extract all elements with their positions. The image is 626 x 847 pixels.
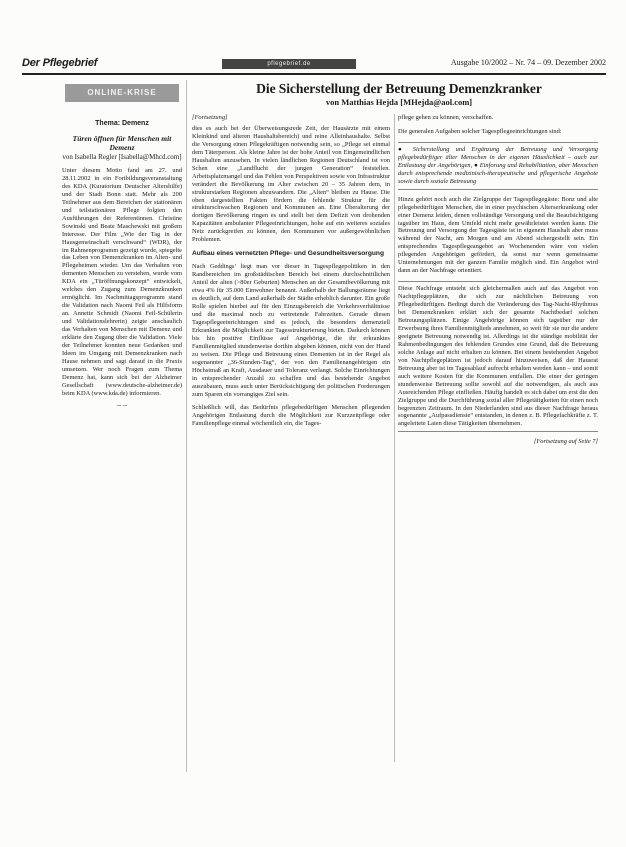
paragraph: pflege gehen zu können, verschaffen. — [398, 114, 494, 121]
column-divider — [186, 80, 187, 772]
article-column-2 — [398, 114, 598, 452]
theme-label: Thema: Demenz — [95, 120, 149, 127]
sidebar-article-title: Türen öffnen für Menschen mit Demenz — [72, 134, 172, 152]
section-tag: ONLINE-KRISE — [65, 84, 179, 102]
article-subheading: Aufbau eines vernetzten Pflege- und Gesundheitsversorgung — [192, 250, 384, 258]
paragraph: Diese Nachfrage entsteht sich gleichermaßen auch auf das Angebot von Nachtpflegeplätzen, die sich zur nächtlichen Betreuung von Pflegebedürftigen. Bedingt durch die Veränderung des Tag-Nacht-Rhythmus bei Demenzkranken erklärt sich der gesamte Nachtbedarf solchen Betreuungsplätzen. Einige Angehörige können sich tagsüber nur der Erwerbsung ihres Familienmitglieds annehmen, so weit für sie nur die andere geeignete Betreuung notwendig ist. Allerdings ist die ständige mobilität der Rahmenbedingungen des fehlenden Grundes eine Grund, daß die Betreuung solche Anlage auf nicht erhalten zu können. Bei einem bestehenden Angebot von Nachtpflegeplätzen ist jedoch darauf hinzuweisen, daß der Hausrat Betreuung aber ist im Tagesablauf aufrecht erhalten werden kann – und somit auch weitere Kosten für die Kommunen entfallen. Die einer der geringen stundenweise Betreuung sollte sowohl auf die notwendigen, als auch aus Ausreichenden Pflege einfließen. Häufig handelt es sich dabei um erst die den Zielgruppe und die Durchführung sozial aller Pflegetätigkeiten für einen noch begrenzten Zeitraum. In den Niederlanden sind aus dieser Nachfrage heraus sogenannte „Aufpassdienste“ entstanden, in denen z. B. Pflegefachkräfte z. T. angeleitete Laien diese Tätigkeiten übernehmen. — [398, 281, 598, 432]
article-byline: von Matthias Hejda [MHejda@aol.com] — [325, 97, 473, 107]
sidebar-end-mark: – – — [117, 399, 127, 409]
article-headline: Die Sicherstellung der Betreuung Demenzkranker — [256, 81, 542, 96]
sidebar-article-body: Unter diesem Motto fand am 27. und 28.11.2002 in ein Fortbildungsveranstaltung des KDA (Kuratorium Deutscher Altershilfe) und der Stadt Bonn statt. Mehr als 200 Teilnehmer aus dem Bereichen der stationären und teilstationären Pflege folgten den Ausführungen der Referentinnen. Christine Sowinski und Beate Maschewski mit großem Interesse. Der Film „Wie der Tag in der Hausgemeinschaft verschwand“ (WDR), der im Rahmenprogramm gezeigt wurde, spiegelte das Leben von Demenzkranken im Alten- und Pflegeheimen wieder. Um das Verhalten von dementen Menschen zu verstehen, wurde vom KDA ein „Türöffnungskonzept“ entwickelt, welches den Zugang zum Demenzkranken ermöglicht. Im Nachmittagsprogramm stand die Validation nach Naomi Feil als Hilfsform an. Annette Schmidt (Naomi Feil-Schülerin und Validationslehrerin) zeigte anschaulich das Verhalten von Menschen mit Demenz und erklärte den Zugang über die Validation. Viele der Teilnehmer konnten neue Gedanken und Ideen im Umgang mit Demenzkranken nach Hause nehmen und sagt darauf in die Praxis umsetzen. Wer noch Fragen zum Thema Demenz hat, kann sich bei der Alzheimer Gesellschaft (www.deutsche-alzheimer.de) beim KDA (www.kda.de) informieren. — [62, 167, 182, 397]
masthead — [22, 57, 606, 73]
paragraph: Hinzu gehört noch auch die Zielgruppe der Tagespflegegäste: Bonz und alte pflegebedürftigen Menschen, die in einer psychischen Alterserkrankung oder einer Demenz leiden, denen vollständige Versorgung und die Beaufsichtigung tagsüber im Haus, dem Umfeld nicht mehr gewährleistet werden kann. Die Betreuung und Versorgung der Tagesgäste ist in eigenem Haushalt aber muss während der Nacht, am Morgen und am Abend sichergestellt sein. Ein entsprechendes Tagespflegeangebot an Wochenenden wäre von vielen pflegenden Angehörigen gefördert, da sonst nur wenn gemeinsame Unternehmungen mit der ganzen Familie möglich sind. Ein Angebot wird dann an der Nachfrage orientiert. — [398, 195, 598, 275]
sidebar-article-author: von Isabella Regler [Isabella@Mhcd.com] — [62, 153, 182, 161]
paragraph: Nach Geddings’ liegt man vor dieser in Tagespflegepolitiken in den Randbereichen im großstädtischen Bereich bei einem durchschnittlichen Anteil der alten (>80er Geburten) Menschen an der Gesamtbevölkerung mit etwa 4% für 35.000 Einwohner benannt. Außerhalb der Ballungsräume liegt es deutlich, auf dem Land außerhalb der Städte erheblich darunter. Ein große Rolle spielen hierbei auf für den Einzugsbereich die Verkehrsverhältnisse und die maximal noch zu vertretende Fahrzeiten. Gerade diesen Tagespflegeeinrichtungen sind es jedoch, die besonders demenziell Erkrankten die Möglichkeit zur Tagesstrukturierung bieten. Dadurch können bis hin positive Einflüsse auf Angehörige, die ihr erkranktes Familienmitglied stundenweise dorthin abgeben können, nicht von der Hand zu weisen. Die Pflege und Betreuung eines Dementen ist in der Regel als sogenannter „36-Stunden-Tag“, der von den Familienangehörigen ein Höchstmaß an Kraft, Ausdauer und Toleranz verlangt. Solche Einrichtungen in entsprechender Anzahl zu schaffen und das bestehende Angebot auszubauen, muss auch unter Berücksichtigung der politischen Forderungen zum Sparen ein vorrangiges Ziel sein. — [192, 263, 390, 398]
banner: pflegebrief.de — [222, 59, 356, 69]
task-list: ● Sicherstellung und Ergänzung der Betreuung und Versorgung pflegebedürftiger älter Menschen in der eigenen Häuslichkeit – auch zur Entlastung der Angehörigen, ● Einforung und Rehabilitation, aber Menschen durch entsprechende medizinisch-therapeutische und pflegerische Angebote sowie durch soziale Betreuung — [398, 142, 598, 190]
paragraph: dies es auch bei der Überweisungsrede Zeit, der Hausärzte mit einem Kleinkind und älteren Haushaltsbereich) und reine Alleinhaushalte. Selbst die Versorgung einen Pflegekräftigen notwendig sein, so „Pflege sei einmal dem Täterperson. Als kleine Jahre ist der hohe Anteil von Eingemeindlichen Haushalten anzusehen. In vielen ländlichen Regionen Deutschland ist von Schen eine „Landflucht der jungen Generation“ feststellen. Arbeitsplatzmangel und das Fehlen von Perspektiven sowie von Infrastruktur verändert die Bevölkerung im Alter zwischen 20 – 35 Jahren dem, in strukturstarken Regionen abzuwandern. Die „Alten“ bleiben zu Hause. Die oben dargestellten Fakten fördern die fehlende Struktur für die strukturschwachen Regionen und Kommunen an. Eine Überalterung der dortigen Bevölkerung ringen es und stellt bei dem Defizit von drohenden Kapazitäten ambulanter Pflegeeinrichtungen, hohe auf ein weiteres soziales Netz zurückgreifen zu können, den Kommunen vor außergewöhnlichen Problemen. — [192, 124, 390, 244]
brand-name: Der Pflegebrief — [22, 57, 98, 69]
article-column-1 — [192, 114, 390, 434]
issue-line: Ausgabe 10/2002 – Nr. 74 – 09. Dezember 2002 — [450, 58, 606, 67]
continuation-kicker: [Fortsetzung] — [192, 114, 228, 121]
column-divider — [394, 114, 395, 762]
left-column — [62, 84, 182, 409]
paragraph: Schließlich will, das Bedürfnis pflegebedürftigen Menschen pflegenden Angehörigen Entlastung durch die Möglichkeit zur Kurzzeitpflege oder Familienpflege einmal wöchentlich ein, die Tages- — [192, 404, 390, 428]
paragraph: Die generalen Aufgaben solcher Tagespflegeeinrichtungen sind: — [398, 127, 562, 135]
continuation-note: [Fortsetzung auf Seite 7] — [533, 438, 598, 446]
header-rule — [22, 73, 606, 75]
